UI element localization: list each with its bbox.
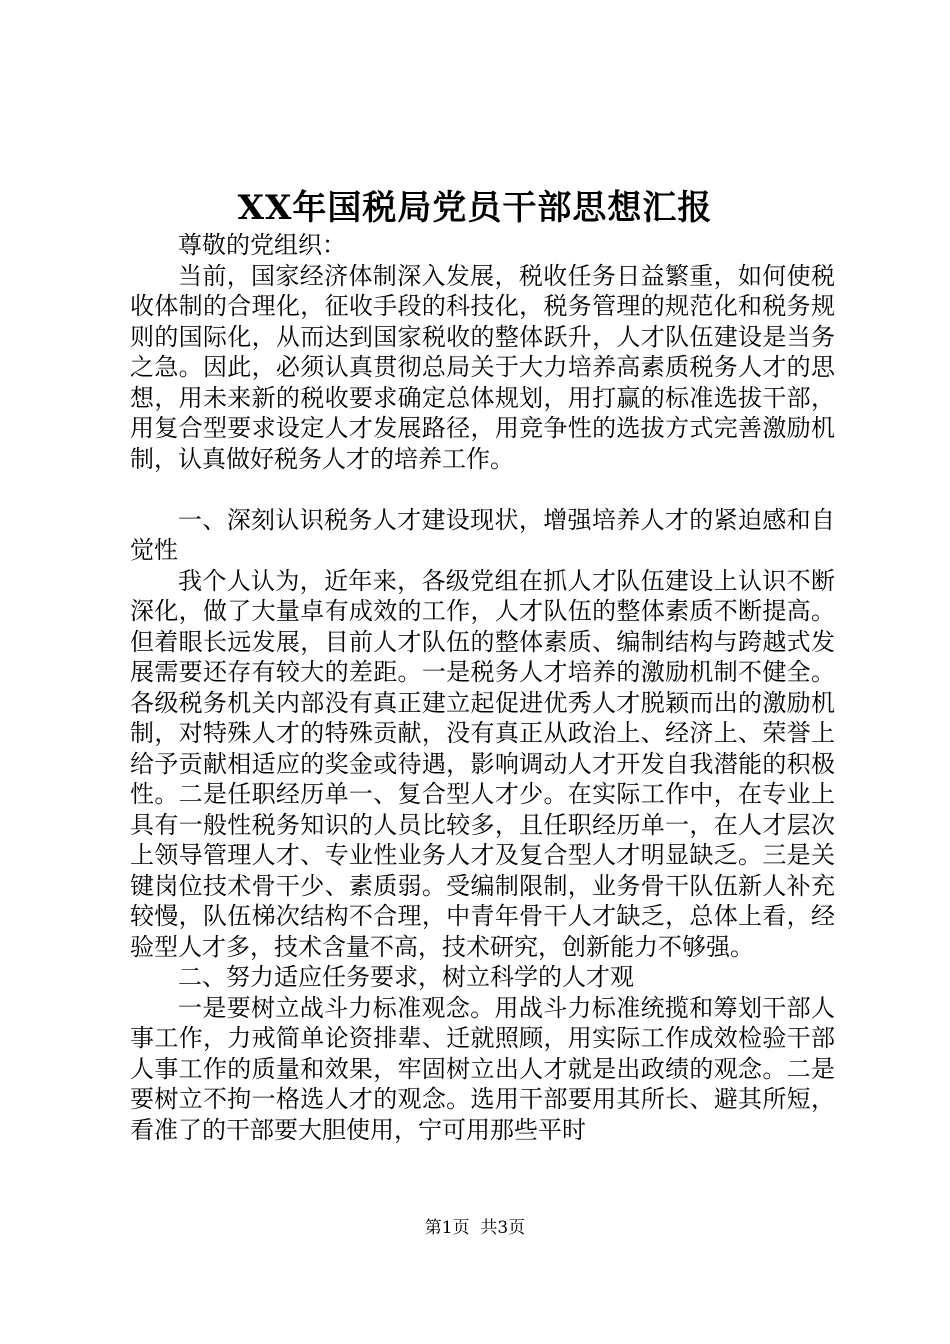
document-title: XX年国税局党员干部思想汇报: [237, 188, 713, 228]
paragraph: 当前，国家经济体制深入发展，税收任务日益繁重，如何使税收体制的合理化，征收手段的科技化，税务管理的规范化和税务规则的国际化，从而达到国家税收的整体跃升，人才队伍建设是当务之急。因此，必须认真贯彻总局关于大力培养高素质税务人才的思想，用未来新的税收要求确定总体规划，用打赢的标准选拔干部，用复合型要求设定人才发展路径，用竞争性的选拔方式完善激励机制，认真做好税务人才的培养工作。: [130, 261, 835, 473]
page-footer: [0, 1217, 950, 1239]
document-body: [130, 230, 835, 1145]
section-heading: 一、深刻认识税务人才建设现状，增强培养人才的紧迫感和自觉性: [130, 505, 835, 564]
page-number: 第1页: [424, 1218, 470, 1238]
salutation: 尊敬的党组织：: [178, 231, 346, 259]
paragraph: 一是要树立战斗力标准观念。用战斗力标准统揽和筹划干部人事工作，力戒简单论资排辈、迁就照顾，用实际工作成效检验干部人事工作的质量和效果，牢固树立出人才就是出政绩的观念。二是要树立不拘一格选人才的观念。选用干部要用其所长、避其所短，看准了的干部要大胆使用，宁可用那些平时: [130, 993, 835, 1144]
section-heading: 二、努力适应任务要求，树立科学的人才观: [178, 963, 634, 991]
paragraph: 我个人认为，近年来，各级党组在抓人才队伍建设上认识不断深化，做了大量卓有成效的工作，人才队伍的整体素质不断提高。但着眼长远发展，目前人才队伍的整体素质、编制结构与跨越式发展需要还存有较大的差距。一是税务人才培养的激励机制不健全。各级税务机关内部没有真正建立起促进优秀人才脱颖而出的激励机制，对特殊人才的特殊贡献，没有真正从政治上、经济上、荣誉上给予贡献相适应的奖金或待遇，影响调动人才开发自我潜能的积极性。二是任职经历单一、复合型人才少。在实际工作中，在专业上具有一般性税务知识的人员比较多，且任职经历单一，在人才层次上领导管理人才、专业性业务人才及复合型人才明显缺乏。三是关键岗位技术骨干少、素质弱。受编制限制，业务骨干队伍新人补充较慢，队伍梯次结构不合理，中青年骨干人才缺乏，总体上看，经验型人才多，技术含量不高，技术研究，创新能力不够强。: [130, 566, 835, 961]
page-total: 共3页: [480, 1218, 526, 1238]
